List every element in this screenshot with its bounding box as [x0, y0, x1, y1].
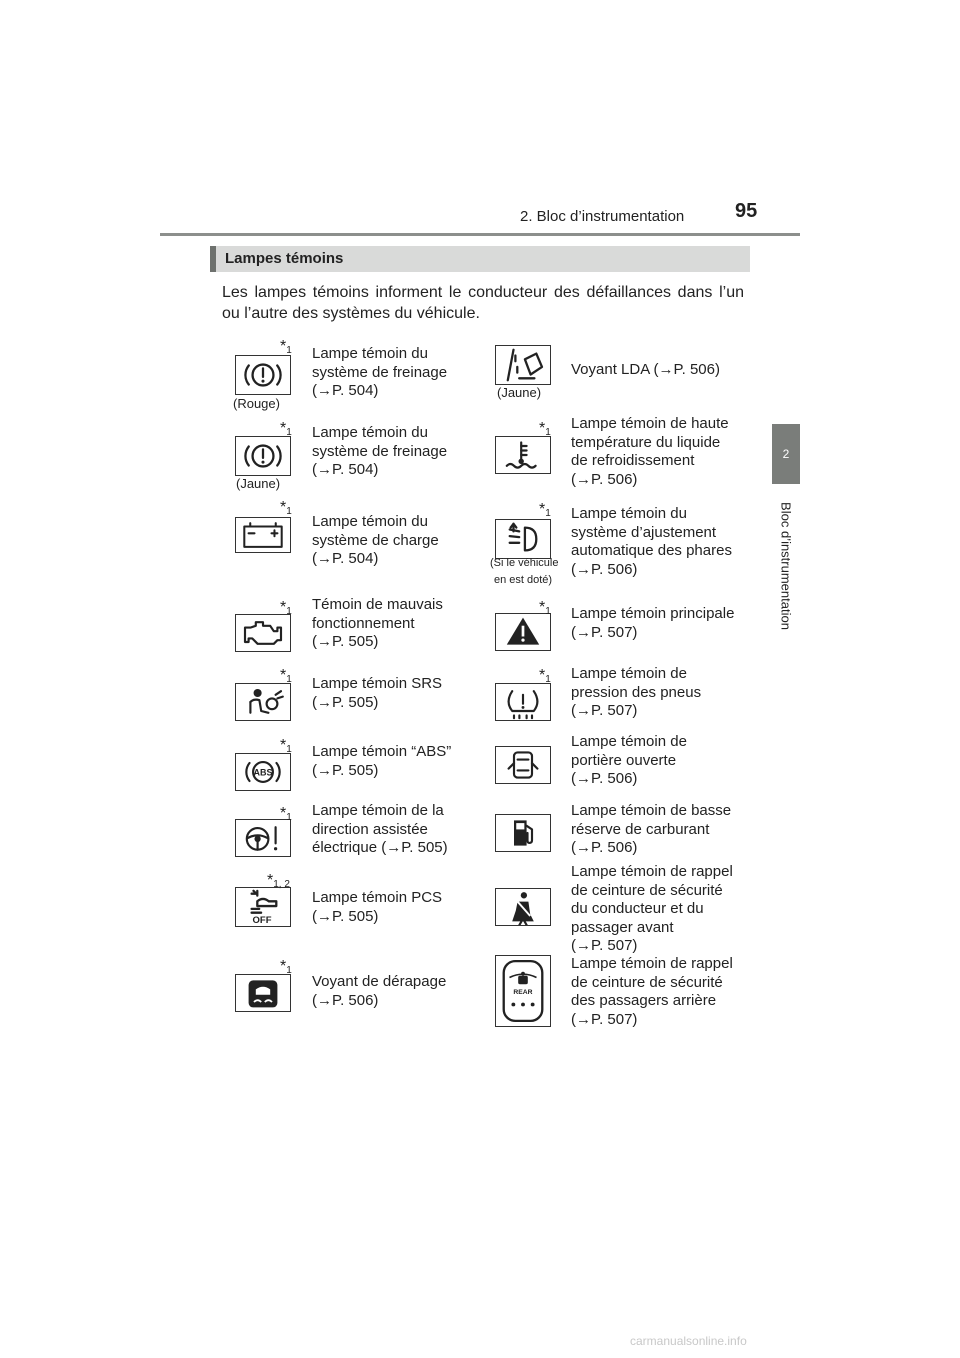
right-item-description: [571, 863, 761, 956]
description-line: du conducteur et du: [571, 900, 704, 917]
intro-paragraph: Les lampes témoins informent le conducteur des défaillances dans l’un ou l’autre des systèmes du véhicule.: [222, 284, 744, 322]
open-door-icon: [495, 746, 551, 784]
battery-charge-icon: [235, 517, 291, 553]
description-line: Lampe témoin de: [571, 733, 687, 750]
description-line: (→P. 505): [312, 761, 379, 779]
pcs-off-icon: [235, 887, 291, 927]
description-line: (→P. 507): [571, 623, 638, 641]
right-item-description: [571, 733, 761, 789]
description-line: (→P. 504): [312, 382, 379, 399]
check-engine-icon: [235, 614, 291, 652]
description-line: Lampe témoin de la: [312, 802, 444, 819]
left-item-description: [312, 424, 502, 480]
description-line: Lampe témoin principale: [571, 605, 735, 622]
header-divider: [160, 233, 800, 236]
left-footnote-marker: $*_1$: [280, 599, 292, 617]
right-item-description: [571, 361, 761, 380]
watermark: carmanualsonline.info: [630, 1334, 747, 1348]
right-item-description: [571, 955, 761, 1029]
brake-warning-red-icon: [235, 355, 291, 395]
description-line: Lampe témoin PCS: [312, 889, 443, 906]
description-line: Lampe témoin de: [571, 665, 687, 682]
svg-text:ABS: ABS: [253, 767, 273, 778]
description-line: (→P. 505): [312, 693, 379, 711]
right-item-description: [571, 605, 761, 642]
chapter-tab-label: Bloc d’instrumentation: [778, 502, 794, 630]
right-footnote-marker: $*_1$: [539, 599, 551, 617]
description-line: Lampe témoin du: [571, 505, 687, 522]
description-line: fonctionnement: [312, 614, 415, 632]
left-item-description: [312, 345, 502, 401]
description-line: réserve de carburant: [571, 820, 710, 838]
tire-pressure-icon: [495, 683, 551, 721]
right-icon-caption: (Jaune): [497, 385, 542, 400]
description-line: (→P. 506): [571, 770, 638, 787]
description-line: (→P. 507): [571, 702, 638, 719]
description-line: Voyant LDA (→P. 506): [571, 361, 720, 378]
description-line: Lampe témoin de haute: [571, 415, 729, 432]
left-footnote-marker: $*_1$: [280, 958, 292, 976]
left-item-description: [312, 743, 502, 780]
description-line: Lampe témoin de basse: [571, 802, 732, 819]
description-line: (→P. 504): [312, 550, 379, 567]
section-heading-bar: [210, 246, 216, 272]
chapter-tab: [772, 486, 800, 646]
left-item-description: [312, 596, 502, 652]
page-number: 95: [735, 200, 758, 222]
left-icon-caption: (Rouge): [233, 396, 280, 411]
description-line: de refroidissement: [571, 452, 695, 469]
slip-indicator-icon: [235, 974, 291, 1012]
description-line: système de freinage: [312, 442, 448, 460]
description-line: (→P. 506): [312, 991, 379, 1009]
right-item-description: [571, 665, 761, 721]
description-line: (→P. 505): [312, 907, 379, 925]
description-line: passager avant: [571, 918, 674, 936]
left-icon-caption: (Jaune): [236, 476, 281, 491]
description-line: Lampe témoin SRS: [312, 675, 443, 692]
description-line: (→P. 504): [312, 461, 379, 478]
description-line: de ceinture de sécurité: [571, 973, 723, 991]
description-line: (→P. 506): [571, 839, 638, 856]
section-heading-text: Lampes témoins: [225, 250, 344, 267]
description-line: système de freinage: [312, 363, 448, 381]
srs-airbag-icon: [235, 683, 291, 721]
description-line: Lampe témoin de rappel: [571, 955, 733, 972]
left-footnote-marker: $*_{1, 2}$: [267, 872, 290, 890]
right-footnote-marker: $*_1$: [539, 501, 551, 519]
description-line: (→P. 506): [571, 560, 638, 578]
left-item-description: [312, 973, 502, 1010]
seatbelt-front-icon: [495, 888, 551, 926]
description-line: (→P. 505): [312, 633, 379, 650]
description-line: Lampe témoin de rappel: [571, 863, 733, 880]
description-line: système de charge: [312, 531, 439, 549]
coolant-temperature-icon: [495, 436, 551, 474]
right-item-description: [571, 415, 761, 489]
description-line: Voyant de dérapage: [312, 973, 447, 990]
rear-label: REAR: [513, 988, 533, 996]
right-footnote-marker: $*_1$: [539, 667, 551, 685]
left-footnote-marker: $*_1$: [280, 805, 292, 823]
abs-icon: [235, 753, 291, 791]
description-line: Lampe témoin du: [312, 345, 428, 362]
right-item-description: [571, 802, 761, 858]
chapter-tab-number: 2: [772, 424, 800, 484]
right-item-description: [571, 505, 761, 579]
description-line: Lampe témoin du: [312, 424, 428, 441]
description-line: Lampe témoin “ABS”: [312, 743, 452, 760]
lda-lane-icon: [495, 345, 551, 385]
description-line: de ceinture de sécurité: [571, 881, 723, 899]
left-item-description: [312, 513, 502, 569]
section-heading: [210, 246, 750, 272]
left-item-description: [312, 675, 502, 712]
right-icon-caption: (Si le véhicule en est doté): [490, 557, 559, 586]
power-steering-icon: [235, 819, 291, 857]
brake-warning-yellow-icon: [235, 436, 291, 476]
left-footnote-marker: $*_1$: [280, 499, 292, 517]
chapter-title: 2. Bloc d’instrumentation: [520, 208, 685, 225]
left-footnote-marker: $*_1$: [280, 338, 292, 356]
low-fuel-icon: [495, 814, 551, 852]
description-line: température du liquide: [571, 433, 721, 451]
headlight-leveling-icon: [495, 519, 551, 559]
description-line: (→P. 507): [571, 937, 638, 954]
description-line: pression des pneus: [571, 683, 702, 701]
left-footnote-marker: $*_1$: [280, 667, 292, 685]
left-footnote-marker: $*_1$: [280, 420, 292, 438]
description-line: direction assistée: [312, 820, 428, 838]
left-item-description: [312, 802, 502, 858]
description-line: portière ouverte: [571, 751, 677, 769]
master-warning-icon: [495, 613, 551, 651]
description-line: système d’ajustement: [571, 523, 717, 541]
description-line: Lampe témoin du: [312, 513, 428, 530]
description-line: Témoin de mauvais: [312, 596, 443, 613]
right-footnote-marker: $*_1$: [539, 420, 551, 438]
description-line: électrique (→P. 505): [312, 839, 448, 856]
description-line: (→P. 506): [571, 470, 638, 488]
description-line: des passagers arrière: [571, 992, 717, 1009]
description-line: (→P. 507): [571, 1010, 638, 1028]
left-footnote-marker: $*_1$: [280, 737, 292, 755]
svg-text:OFF: OFF: [252, 915, 272, 926]
left-item-description: [312, 889, 502, 926]
seatbelt-rear-icon: [495, 955, 551, 1027]
description-line: automatique des phares: [571, 542, 732, 559]
